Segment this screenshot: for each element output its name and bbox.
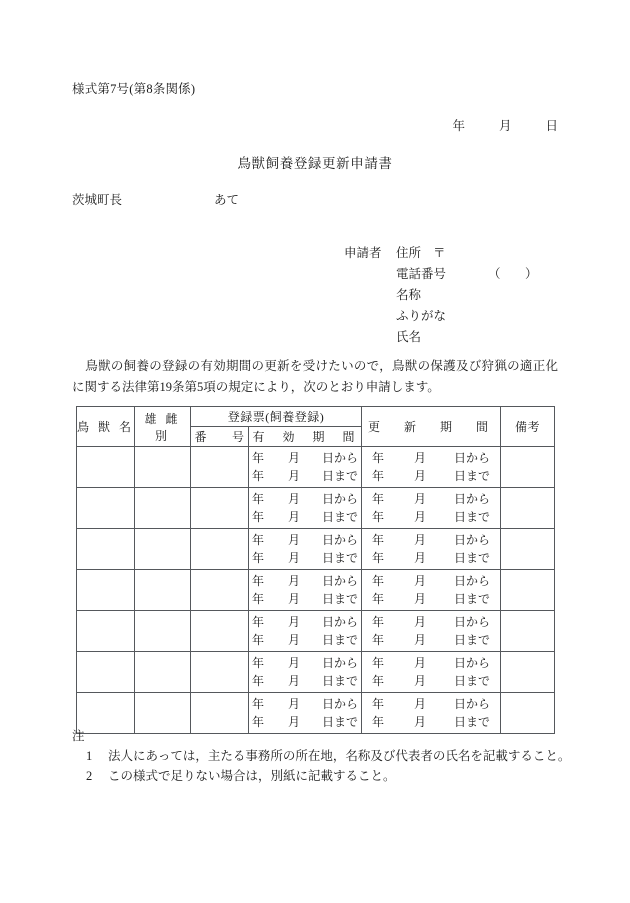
period-day: 日まで [454, 592, 491, 606]
note-item [72, 766, 570, 786]
period-year: 年 [251, 633, 264, 647]
note-text: 法人にあっては，主たる事務所の所在地，名称及び代表者の氏名を記載すること。 [108, 749, 571, 763]
th-renewal-period: 更 新 期 間 [362, 407, 501, 447]
period-month: 月 [413, 533, 426, 547]
period-year: 年 [371, 615, 384, 629]
cell-valid-period[interactable] [249, 488, 362, 529]
cell-valid-period[interactable] [249, 529, 362, 570]
period-day: 日まで [322, 551, 359, 565]
cell-renewal-period[interactable] [362, 652, 501, 693]
cell-animal-name[interactable] [77, 611, 135, 652]
body-line-2: する法律第19条第5項の規定により，次のとおり申請します。 [97, 380, 440, 394]
cell-sex[interactable] [135, 570, 191, 611]
applicant-field-address [396, 243, 446, 261]
notes-list [72, 746, 570, 786]
notes-title: 注 [72, 729, 85, 743]
body-paragraph [72, 356, 558, 398]
period-day: 日から [322, 533, 359, 547]
period-month: 月 [287, 715, 300, 729]
cell-valid-period[interactable] [249, 652, 362, 693]
cell-animal-name[interactable] [77, 529, 135, 570]
cell-sex[interactable] [135, 447, 191, 488]
period-line-to [362, 590, 500, 608]
applicant-row-address [344, 243, 544, 264]
period-year: 年 [371, 551, 384, 565]
period-month: 月 [413, 715, 426, 729]
period-day: 日まで [322, 633, 359, 647]
cell-sex[interactable] [135, 529, 191, 570]
period-year: 年 [371, 674, 384, 688]
period-day: 日まで [454, 469, 491, 483]
date-day-label: 日 [545, 119, 558, 133]
date-month-label: 月 [498, 119, 512, 133]
addressee-line [72, 190, 239, 208]
period-month: 月 [287, 469, 300, 483]
period-month: 月 [287, 674, 300, 688]
period-day: 日から [322, 574, 359, 588]
period-year: 年 [251, 551, 264, 565]
period-year: 年 [251, 510, 264, 524]
period-year: 年 [251, 656, 264, 670]
period-day: 日まで [454, 551, 491, 565]
period-month: 月 [413, 656, 426, 670]
table-header [77, 407, 555, 447]
cell-remarks[interactable] [501, 529, 555, 570]
period-day: 日から [454, 615, 491, 629]
period-year: 年 [251, 492, 264, 506]
cell-animal-name[interactable] [77, 447, 135, 488]
period-line-to [249, 467, 361, 485]
cell-number[interactable] [191, 447, 249, 488]
cell-remarks[interactable] [501, 488, 555, 529]
table-header-row-1 [77, 407, 555, 427]
period-line-to [249, 631, 361, 649]
cell-animal-name[interactable] [77, 488, 135, 529]
cell-remarks[interactable] [501, 611, 555, 652]
applicant-row-full-name [344, 327, 544, 348]
period-year: 年 [251, 533, 264, 547]
period-month: 月 [413, 697, 426, 711]
th-registration-group: 登録票(飼養登録) [191, 407, 362, 427]
period-day: 日まで [322, 674, 359, 688]
period-year: 年 [371, 633, 384, 647]
period-day: 日まで [454, 510, 491, 524]
period-day: 日まで [454, 674, 491, 688]
period-day: 日まで [322, 592, 359, 606]
period-day: 日から [322, 697, 359, 711]
period-line-from [249, 449, 361, 467]
body-line-1: 鳥獣の飼養の登録の有効期間の更新を受けたいので，鳥獣の保護及び狩猟の適正化に関 [72, 359, 558, 394]
period-month: 月 [413, 574, 426, 588]
cell-number[interactable] [191, 570, 249, 611]
period-year: 年 [251, 451, 264, 465]
period-year: 年 [371, 574, 384, 588]
period-line-from [249, 613, 361, 631]
period-month: 月 [413, 633, 426, 647]
date-line [0, 116, 630, 134]
period-day: 日から [454, 492, 491, 506]
period-month: 月 [287, 451, 300, 465]
period-day: 日まで [322, 510, 359, 524]
period-year: 年 [251, 574, 264, 588]
th-animal-name: 鳥 獣 名 [77, 407, 135, 447]
period-day: 日から [322, 492, 359, 506]
applicant-phone-label: 電話番号 [396, 267, 447, 281]
cell-animal-name[interactable] [77, 570, 135, 611]
period-year: 年 [371, 451, 384, 465]
period-line-from [249, 572, 361, 590]
period-month: 月 [287, 633, 300, 647]
registration-table [76, 406, 555, 734]
period-year: 年 [371, 697, 384, 711]
period-month: 月 [413, 492, 426, 506]
cell-valid-period[interactable] [249, 447, 362, 488]
cell-renewal-period[interactable] [362, 529, 501, 570]
applicant-entity-name-label: 名称 [396, 288, 422, 302]
applicant-field-phone [396, 264, 544, 282]
period-day: 日まで [454, 633, 491, 647]
period-line-to [249, 508, 361, 526]
period-year: 年 [251, 592, 264, 606]
period-day: 日まで [322, 469, 359, 483]
period-month: 月 [413, 451, 426, 465]
cell-number[interactable] [191, 488, 249, 529]
period-day: 日まで [454, 715, 491, 729]
addressee-name: 茨城町長 [72, 193, 123, 207]
applicant-block [344, 243, 544, 348]
note-number: 1 [86, 749, 93, 763]
table-row [77, 570, 555, 611]
applicant-row-furigana [344, 306, 544, 327]
applicant-address-label: 住所 [396, 246, 422, 260]
period-month: 月 [287, 574, 300, 588]
period-line-from [249, 695, 361, 713]
period-month: 月 [413, 615, 426, 629]
th-number: 番 号 [191, 427, 249, 447]
period-year: 年 [251, 697, 264, 711]
date-year-label: 年 [452, 119, 465, 133]
period-day: 日から [454, 656, 491, 670]
period-line-from [362, 449, 500, 467]
th-remarks: 備考 [501, 407, 555, 447]
page-title: 鳥獣飼養登録更新申請書 [237, 156, 393, 171]
th-sex: 雄 雌 別 [135, 407, 191, 447]
period-year: 年 [371, 510, 384, 524]
cell-number[interactable] [191, 652, 249, 693]
period-month: 月 [287, 656, 300, 670]
applicant-label: 申請者 [344, 246, 382, 260]
period-year: 年 [251, 715, 264, 729]
cell-animal-name[interactable] [77, 652, 135, 693]
period-year: 年 [371, 656, 384, 670]
period-day: 日から [322, 451, 359, 465]
applicant-row-entity-name [344, 285, 544, 306]
period-line-from [362, 531, 500, 549]
cell-renewal-period[interactable] [362, 488, 501, 529]
period-day: 日から [454, 451, 491, 465]
form-number: 様式第7号(第8条関係) [72, 82, 196, 96]
applicant-full-name-label: 氏名 [396, 330, 422, 344]
table-row [77, 488, 555, 529]
note-text: この様式で足りない場合は，別紙に記載すること。 [108, 769, 396, 783]
cell-sex[interactable] [135, 611, 191, 652]
addressee-suffix: あて [214, 193, 240, 207]
period-line-from [362, 654, 500, 672]
period-year: 年 [251, 615, 264, 629]
period-day: 日から [322, 615, 359, 629]
cell-number[interactable] [191, 529, 249, 570]
period-month: 月 [413, 510, 426, 524]
period-year: 年 [251, 674, 264, 688]
table-row [77, 611, 555, 652]
period-month: 月 [287, 592, 300, 606]
postal-mark-icon: 〒 [433, 246, 446, 260]
period-line-from [362, 695, 500, 713]
note-number: 2 [86, 769, 93, 783]
period-day: 日から [454, 533, 491, 547]
cell-renewal-period[interactable] [362, 611, 501, 652]
cell-number[interactable] [191, 611, 249, 652]
period-line-to [362, 508, 500, 526]
period-day: 日から [454, 574, 491, 588]
cell-remarks[interactable] [501, 652, 555, 693]
period-month: 月 [413, 551, 426, 565]
period-day: 日から [322, 656, 359, 670]
period-year: 年 [371, 492, 384, 506]
period-month: 月 [287, 492, 300, 506]
period-line-to [362, 631, 500, 649]
period-month: 月 [287, 510, 300, 524]
period-month: 月 [413, 592, 426, 606]
cell-renewal-period[interactable] [362, 570, 501, 611]
table-row [77, 529, 555, 570]
period-month: 月 [287, 551, 300, 565]
table-body [77, 447, 555, 734]
period-day: 日まで [322, 715, 359, 729]
period-year: 年 [371, 469, 384, 483]
period-month: 月 [287, 697, 300, 711]
period-line-to [249, 672, 361, 690]
period-month: 月 [413, 469, 426, 483]
cell-renewal-period[interactable] [362, 447, 501, 488]
period-year: 年 [371, 715, 384, 729]
period-year: 年 [371, 592, 384, 606]
th-valid-period: 有 効 期 間 [249, 427, 362, 447]
cell-sex[interactable] [135, 652, 191, 693]
cell-remarks[interactable] [501, 447, 555, 488]
period-line-to [249, 590, 361, 608]
period-year: 年 [371, 533, 384, 547]
table-row [77, 447, 555, 488]
period-line-from [362, 572, 500, 590]
notes-section [72, 726, 570, 786]
cell-remarks[interactable] [501, 570, 555, 611]
period-line-from [249, 531, 361, 549]
applicant-furigana-label: ふりがな [396, 309, 447, 323]
cell-valid-period[interactable] [249, 570, 362, 611]
period-line-to [362, 467, 500, 485]
period-line-to [362, 549, 500, 567]
applicant-row-phone [344, 264, 544, 285]
note-item [72, 746, 570, 766]
period-month: 月 [413, 674, 426, 688]
period-month: 月 [287, 533, 300, 547]
period-line-from [362, 490, 500, 508]
period-line-from [362, 613, 500, 631]
period-month: 月 [287, 615, 300, 629]
period-line-to [362, 672, 500, 690]
table-row [77, 652, 555, 693]
period-year: 年 [251, 469, 264, 483]
period-line-from [249, 490, 361, 508]
cell-sex[interactable] [135, 488, 191, 529]
period-line-from [249, 654, 361, 672]
period-line-to [249, 549, 361, 567]
applicant-phone-paren: （ ） [488, 267, 544, 281]
cell-valid-period[interactable] [249, 611, 362, 652]
period-day: 日から [454, 697, 491, 711]
